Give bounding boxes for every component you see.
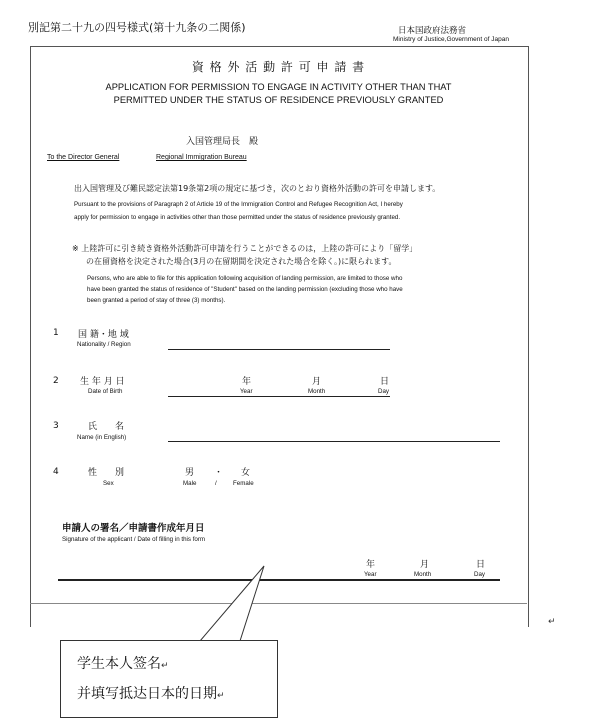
note-jp-line1: ※ 上陸許可に引き続き資格外活動許可申請を行うことができるのは，上陸の許可により「留学」	[72, 244, 418, 253]
sex-male-en: Male	[183, 480, 197, 487]
dob-month-en: Month	[308, 388, 326, 395]
callout-return-mark-1: ↵	[161, 661, 169, 671]
addressee-jp: 入国管理局長 殿	[186, 137, 259, 147]
sig-month-en: Month	[414, 571, 432, 578]
field-2-label-en: Date of Birth	[88, 388, 123, 395]
title-en-line2: PERMITTED UNDER THE STATUS OF RESIDENCE PREVIOUSLY GRANTED	[113, 95, 444, 105]
callout-box	[60, 640, 278, 718]
paragraph-mark-right: ↵	[548, 617, 556, 627]
field-4-number: 4	[53, 467, 59, 477]
sex-separator-jp: ・	[214, 468, 224, 478]
field-3-number: 3	[53, 421, 59, 431]
signature-label-jp: 申請人の署名／申請書作成年月日	[62, 523, 205, 534]
dob-day-jp: 日	[380, 377, 390, 387]
note-jp-line2: の在留資格を決定された場合(3月の在留期間を決定された場合を除く。)に限られます。	[86, 257, 397, 266]
title-jp: 資 格 外 活 動 許 可 申 請 書	[191, 60, 366, 74]
field-4-label-en: Sex	[103, 480, 114, 487]
ministry-jp: 日本国政府法務省	[398, 26, 467, 36]
dob-year-en: Year	[240, 388, 253, 395]
sig-year-en: Year	[364, 571, 377, 578]
intro-en-line1: Pursuant to the provisions of Paragraph 2 of Article 19 of the Immigration Control and Refugee Recognition Act, I hereby	[74, 201, 403, 208]
note-en-line2: have been granted the status of residence of "Student" based on the landing permission (excluding those who have	[87, 286, 403, 293]
ministry-en: Ministry of Justice,Government of Japan	[393, 36, 509, 43]
intro-en-line2: apply for permission to engage in activities other than those permitted under the status of residence previously granted.	[74, 214, 401, 221]
intro-jp: 出入国管理及び難民認定法第19条第2項の規定に基づき，次のとおり資格外活動の許可を申請します。	[74, 184, 441, 193]
sex-female-jp[interactable]: 女	[241, 468, 251, 478]
note-en-line1: Persons, who are able to file for this application following acquisition of landing permission, are limited to those who	[87, 275, 403, 282]
callout-line2: 并填写抵达日本的日期	[77, 686, 217, 702]
callout-return-mark-2: ↵	[217, 691, 225, 701]
sex-male-jp[interactable]: 男	[185, 468, 195, 478]
field-1-label-jp: 国 籍・地 域	[78, 330, 129, 340]
field-2-label-jp: 生 年 月 日	[80, 377, 125, 387]
sig-month-jp: 月	[420, 560, 430, 570]
field-1-label-en: Nationality / Region	[77, 341, 131, 348]
sex-female-en: Female	[233, 480, 254, 487]
field-3-label-jp: 氏 名	[88, 422, 125, 432]
field-4-label-jp: 性 別	[88, 468, 125, 478]
callout-line1: 学生本人签名	[77, 656, 161, 672]
dob-day-en: Day	[378, 388, 390, 395]
signature-label-en: Signature of the applicant / Date of filling in this form	[62, 536, 206, 543]
field-2-number: 2	[53, 376, 59, 386]
sig-day-jp: 日	[476, 560, 486, 570]
title-en-line1: APPLICATION FOR PERMISSION TO ENGAGE IN ACTIVITY OTHER THAN THAT	[105, 82, 452, 92]
addressee-en-bureau: Regional Immigration Bureau	[156, 154, 247, 161]
sex-separator-en: /	[215, 480, 217, 487]
note-en-line3: been granted a period of stay of three (3) months).	[87, 297, 226, 304]
addressee-en-to: To the Director General	[47, 154, 120, 161]
field-3-label-en: Name (in English)	[77, 434, 127, 441]
field-1-number: 1	[53, 328, 59, 338]
sig-day-en: Day	[474, 571, 486, 578]
dob-year-jp: 年	[242, 377, 252, 387]
form-id: 別記第二十九の四号様式(第十九条の二関係)	[28, 21, 246, 34]
dob-month-jp: 月	[312, 377, 322, 387]
sig-year-jp: 年	[366, 560, 376, 570]
